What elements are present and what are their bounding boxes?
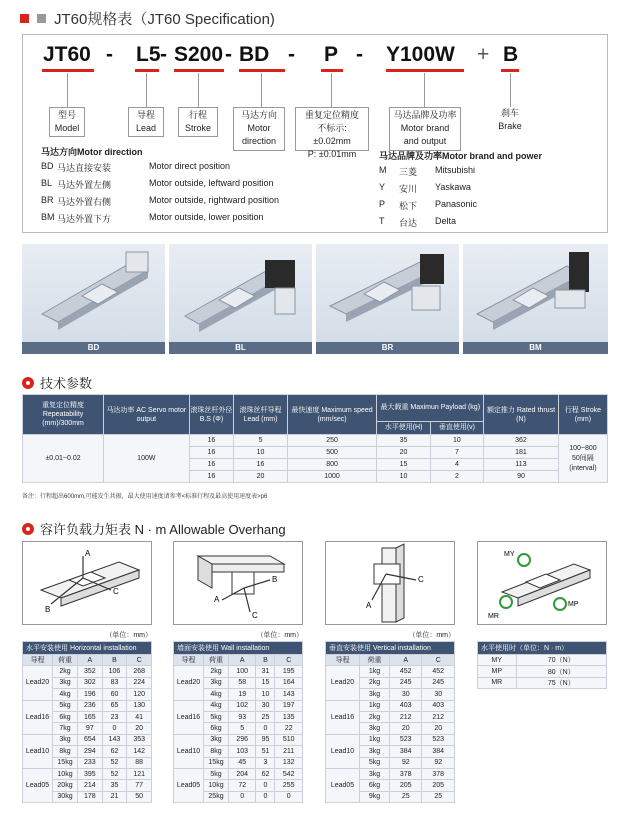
table-row: 16 20 1000 10 2 90 xyxy=(23,471,608,483)
page-title-text: JT60规格表（JT60 Specification) xyxy=(54,11,275,28)
table-row: 4kg 19 10 143 xyxy=(174,689,303,700)
photo-caption: BR xyxy=(316,342,459,354)
code-direction: BD xyxy=(239,43,270,66)
table-row: 15kg 45 3 132 xyxy=(174,757,303,768)
table-row: 2kg 212 212 xyxy=(326,711,455,722)
table-row: 8kg 294 62 142 xyxy=(23,746,152,757)
svg-text:MY: MY xyxy=(504,551,515,558)
code-dash: - xyxy=(160,43,167,66)
svg-text:MP: MP xyxy=(568,601,579,608)
code-dash: - xyxy=(225,43,232,66)
photo-caption: BM xyxy=(463,342,608,354)
photo-caption: BD xyxy=(22,342,165,354)
list-item: M 三菱 Mitsubishi xyxy=(379,165,476,177)
code-dash: - xyxy=(106,43,113,66)
motor-direction-section xyxy=(41,145,143,158)
table-row: 3kg 20 20 xyxy=(326,723,455,734)
table-row: 16 16 800 15 4 113 xyxy=(23,459,608,471)
table-row: Lead05 10kg 395 52 121 xyxy=(23,768,152,779)
tech-section-title: 技术参数 xyxy=(22,373,92,392)
table-row: MP 80（N） xyxy=(478,666,607,677)
wall-table: 墙面安装使用 Wall installation 导程 荷重 A B C Lead20 2kg 100 31 195 3kg 58 15 164 4kg 19 10 143 Lead16 4kg 102 30 197 5kg 93 25 135 6kg 5 0 22 Lead10 3kg 296 95 510 8kg 103 51 211 15kg 45 3 132 Lead05 5kg 204 62 542 10kg 72 0 255 25kg 0 0 0 xyxy=(173,641,303,803)
table-row: MY 70（N） xyxy=(478,655,607,666)
table-row: Lead10 3kg 296 95 510 xyxy=(174,734,303,745)
code-stroke: S200 xyxy=(174,43,224,66)
gray-square-icon xyxy=(37,14,46,23)
table-row: 30kg 178 21 50 xyxy=(23,791,152,802)
svg-text:B: B xyxy=(272,575,278,584)
table-row: Lead10 1kg 523 523 xyxy=(326,734,455,745)
list-item: T 台达 Delta xyxy=(379,216,457,228)
label-lead: 导程 Lead xyxy=(128,107,164,137)
table-row: Lead05 3kg 378 378 xyxy=(326,768,455,779)
table-row: 9kg 25 25 xyxy=(326,791,455,802)
motor-brand-list xyxy=(379,165,579,233)
list-item: BD 马达直接安装 Motor direct position xyxy=(41,161,231,173)
product-photo-bm xyxy=(463,244,608,354)
page-title xyxy=(20,8,275,29)
table-row: 6kg 205 205 xyxy=(326,780,455,791)
table-row: Lead20 2kg 352 106 268 xyxy=(23,666,152,677)
table-row: 3kg 384 384 xyxy=(326,746,455,757)
table-row: 10kg 72 0 255 xyxy=(174,780,303,791)
tech-note: 备注：行程超出600mm,可能发生共振，最大使用速度请参考<标准行程及最高使用速度表>p6 xyxy=(22,494,268,500)
spec-code-box xyxy=(22,34,608,233)
table-row: 15kg 233 52 88 xyxy=(23,757,152,768)
label-precision: 重复定位精度 不标示: ±0.02mm P: ±0.01mm xyxy=(295,107,369,151)
table-row: 16 10 500 20 7 181 xyxy=(23,447,608,459)
table-row: 3kg 30 30 xyxy=(326,689,455,700)
code-brake: B xyxy=(503,43,519,66)
code-lead: L5 xyxy=(136,43,161,66)
table-row: Lead16 5kg 236 65 130 xyxy=(23,700,152,711)
motor-brand-heading: 马达品牌及功率Motor brand and power xyxy=(379,151,542,161)
svg-text:C: C xyxy=(252,611,258,620)
motor-direction-list xyxy=(41,161,321,229)
label-stroke: 行程 Stroke xyxy=(178,107,218,137)
svg-text:A: A xyxy=(366,601,372,610)
unit-label: （单位：mm） xyxy=(105,632,152,639)
svg-text:MR: MR xyxy=(488,613,499,620)
code-plus: + xyxy=(477,43,490,66)
table-row: 8kg 103 51 211 xyxy=(174,746,303,757)
table-row: 7kg 97 0 20 xyxy=(23,723,152,734)
table-row: 4kg 196 60 120 xyxy=(23,689,152,700)
tech-table: 重复定位精度 Repeatability (mm)/300mm 马达功率 AC Servo motor output 滚珠丝杆外径 B.S (Φ) 滚珠丝杆导程Lead (mm) 最快速度 Maximum speed (mm/sec) 最大载重 Maximun Payload (kg) 额定推力 Rated thrust (N) 行程 Stroke (mm) 水平使用(H) 垂直使用(v) ±0.01~0.02 100W 16 5 250 35 10 362 100~800 50间隔 (interval) 16 10 500 20 7 181 16 16 800 15 4 113 16 20 1000 10 2 90 xyxy=(22,394,608,483)
table-row: 25kg 0 0 0 xyxy=(174,791,303,802)
horizontal-table: 水平安装使用 Horizontal installation 导程 荷重 A B C Lead20 2kg 352 106 268 3kg 302 83 224 4kg 196 60 120 Lead16 5kg 236 65 130 6kg 165 23 41 7kg 97 0 20 Lead10 3kg 654 143 353 8kg 294 62 142 15kg 233 52 88 Lead05 10kg 395 52 121 20kg 214 35 77 30kg 178 21 50 xyxy=(22,641,152,803)
label-motor-direction: 马达方向 Motor direction xyxy=(233,107,285,151)
svg-text:C: C xyxy=(418,575,424,584)
vertical-diagram xyxy=(325,541,455,625)
moment-diagram xyxy=(477,541,607,625)
table-row: Lead10 3kg 654 143 353 xyxy=(23,734,152,745)
photo-caption: BL xyxy=(169,342,312,354)
list-item: BL 马达外置左侧 Motor outside, leftward position xyxy=(41,178,274,190)
table-row: 3kg 58 15 164 xyxy=(174,677,303,688)
unit-label: （单位：mm） xyxy=(408,632,455,639)
table-row: 3kg 302 83 224 xyxy=(23,677,152,688)
list-item: Y 安川 Yaskawa xyxy=(379,182,471,194)
list-item: P 松下 Panasonic xyxy=(379,199,478,211)
list-item: BR 马达外置右侧 Motor outside, rightward position xyxy=(41,195,280,207)
svg-text:A: A xyxy=(85,549,91,558)
table-row: 5kg 92 92 xyxy=(326,757,455,768)
overhang-section-title: 容许负载力矩表 N · m Allowable Overhang xyxy=(22,519,286,538)
wall-diagram xyxy=(173,541,303,625)
vertical-table: 垂直安装使用 Vertical installation 导程 荷重 A C Lead20 1kg 452 452 2kg 245 245 3kg 30 30 Lead16 1kg 403 403 2kg 212 212 3kg 20 20 Lead10 1kg 523 523 3kg 384 384 5kg 92 92 Lead05 3kg 378 378 6kg 205 205 9kg 25 25 xyxy=(325,641,455,803)
table-row: 6kg 5 0 22 xyxy=(174,723,303,734)
table-row: Lead20 1kg 452 452 xyxy=(326,666,455,677)
bullet-icon xyxy=(22,377,34,389)
table-row: 5kg 93 25 135 xyxy=(174,711,303,722)
svg-text:B: B xyxy=(45,605,51,614)
label-brand: 马达品牌及功率 Motor brand and output xyxy=(389,107,461,151)
code-dash: - xyxy=(356,43,363,66)
list-item: BM 马达外置下方 Motor outside, lower position xyxy=(41,212,264,224)
code-dash: - xyxy=(288,43,295,66)
product-photo-bl xyxy=(169,244,312,354)
table-row: Lead20 2kg 100 31 195 xyxy=(174,666,303,677)
horizontal-diagram xyxy=(22,541,152,625)
product-photo-strip xyxy=(22,244,608,354)
table-row: 20kg 214 35 77 xyxy=(23,780,152,791)
label-model: 型号 Model xyxy=(49,107,85,137)
moment-table: 水平使用时（单位：N · m） MY 70（N） MP 80（N） MR 75（N） xyxy=(477,641,607,689)
motor-direction-heading: 马达方向Motor direction xyxy=(41,147,143,157)
product-photo-br xyxy=(316,244,459,354)
table-row: 2kg 245 245 xyxy=(326,677,455,688)
table-row: 6kg 165 23 41 xyxy=(23,711,152,722)
label-brake: 刹车 Brake xyxy=(498,108,522,131)
code-brand: Y100W xyxy=(386,43,455,66)
svg-text:C: C xyxy=(113,587,119,596)
product-photo-bd xyxy=(22,244,165,354)
svg-text:A: A xyxy=(214,595,220,604)
table-row: Lead05 5kg 204 62 542 xyxy=(174,768,303,779)
table-row: Lead16 4kg 102 30 197 xyxy=(174,700,303,711)
bullet-icon xyxy=(22,523,34,535)
unit-label: （单位：mm） xyxy=(256,632,303,639)
table-row: ±0.01~0.02 100W 16 5 250 35 10 362 100~800 50间隔 (interval) xyxy=(23,435,608,447)
table-row: MR 75（N） xyxy=(478,677,607,688)
red-square-icon xyxy=(20,14,29,23)
table-row: Lead16 1kg 403 403 xyxy=(326,700,455,711)
motor-brand-section xyxy=(379,149,542,162)
code-precision: P xyxy=(324,43,339,66)
code-model: JT60 xyxy=(43,43,91,66)
